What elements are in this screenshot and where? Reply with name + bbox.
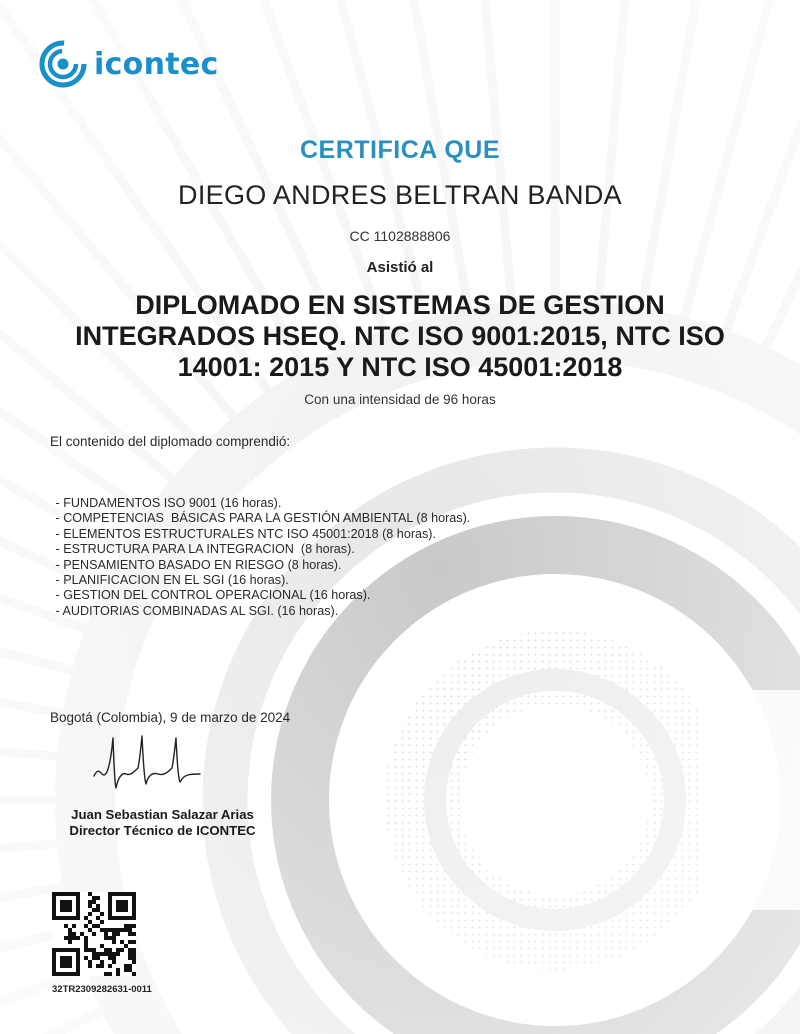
recipient-name: DIEGO ANDRES BELTRAN BANDA	[178, 180, 622, 210]
icontec-logo-icon	[38, 39, 88, 89]
topic-item: - PLANIFICACION EN EL SGI (16 horas).	[52, 573, 289, 588]
topic-item: - FUNDAMENTOS ISO 9001 (16 horas).	[52, 496, 282, 510]
attended-label: Asistió al	[366, 259, 434, 276]
verification-code: 32TR2309282631-0011	[52, 984, 152, 995]
topic-item: - COMPETENCIAS BÁSICAS PARA LA GESTIÓN AMBIENTAL (8 horas).	[52, 511, 471, 526]
signer-block	[0, 807, 325, 838]
logo-text: icontec	[94, 46, 219, 82]
topic-item: - AUDITORIAS COMBINADAS AL SGI. (16 horas).	[52, 603, 339, 618]
topic-item: - GESTION DEL CONTROL OPERACIONAL (16 horas).	[52, 588, 371, 603]
course-title-line: 14001: 2015 Y NTC ISO 45001:2018	[177, 352, 623, 382]
course-title-line: DIPLOMADO EN SISTEMAS DE GESTION	[135, 290, 665, 320]
topic-item: - PENSAMIENTO BASADO EN RIESGO (8 horas).	[52, 557, 342, 572]
content-intro: El contenido del diplomado comprendió:	[50, 434, 291, 449]
place-and-date: Bogotá (Colombia), 9 de marzo de 2024	[50, 710, 291, 725]
signer-name: Juan Sebastian Salazar Arias	[71, 807, 254, 822]
certificate-heading: CERTIFICA QUE	[299, 136, 501, 164]
topic-list	[52, 496, 470, 619]
course-title-line: INTEGRADOS HSEQ. NTC ISO 9001:2015, NTC ISO	[75, 321, 725, 351]
icontec-logo	[38, 38, 219, 90]
id-number: CC 1102888806	[349, 228, 451, 244]
signer-title: Director Técnico de ICONTEC	[69, 822, 256, 838]
course-title	[60, 290, 740, 383]
topic-item: - ESTRUCTURA PARA LA INTEGRACION (8 horas).	[52, 542, 355, 557]
handwritten-signature	[80, 728, 210, 798]
course-intensity: Con una intensidad de 96 horas	[304, 392, 496, 407]
verification-qr-code[interactable]	[52, 892, 136, 976]
topic-item: - ELEMENTOS ESTRUCTURALES NTC ISO 45001:2018 (8 horas).	[52, 526, 437, 541]
